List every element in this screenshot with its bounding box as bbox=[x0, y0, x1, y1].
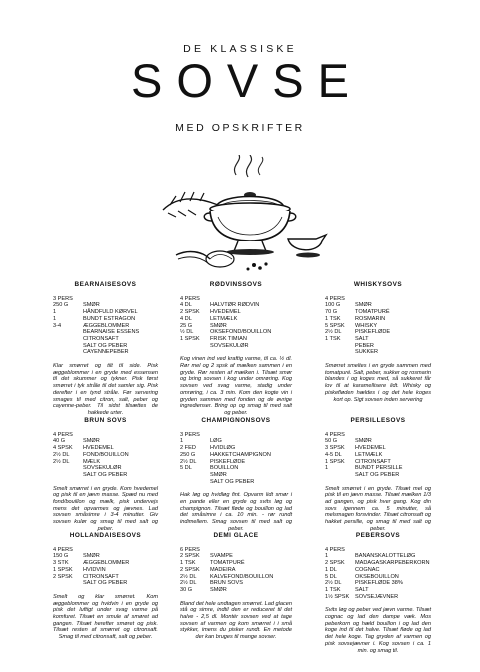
ingredient-list bbox=[180, 547, 292, 594]
ingredient-row: CITRONSAFT bbox=[83, 335, 119, 342]
ingredient-row: 2½ DL PISKEFLØDE bbox=[180, 458, 246, 465]
gravy-boat-tureen-illustration bbox=[158, 155, 328, 275]
ingredient-list bbox=[53, 432, 158, 479]
ingredient-row: BEARNAISE ESSENS bbox=[83, 329, 140, 336]
ingredient-row: 1 LØG bbox=[180, 438, 222, 445]
recipe-whiskysovs bbox=[325, 282, 431, 403]
ingredient-row: 4 PERS bbox=[325, 431, 345, 438]
ingredient-row: 2½ DL KALVEFOND/BOUILLON bbox=[180, 573, 274, 580]
ingredient-row: 2½ DL PISKEFLØDE bbox=[325, 329, 391, 336]
ingredient-row: 3 PERS bbox=[53, 295, 73, 302]
ingredient-row: ½ DL OKSEFOND/BOUILLON bbox=[180, 329, 272, 336]
ingredient-row: SALT OG PEBER bbox=[83, 580, 128, 587]
ingredient-list bbox=[325, 296, 431, 356]
ingredient-row: SOVSEKULØR bbox=[83, 465, 122, 472]
recipe-title: DEMI GLACE bbox=[213, 532, 259, 539]
ingredient-row: 4 PERS bbox=[325, 546, 345, 553]
ingredient-row: 3 PERS bbox=[180, 431, 200, 438]
ingredient-row: 3 STK ÆGGEBLOMMER bbox=[53, 560, 130, 567]
ingredient-row: SALT OG PEBER bbox=[83, 342, 128, 349]
ingredient-row: 50 G SMØR bbox=[325, 438, 372, 445]
ingredient-row: 5 SPSK WHISKY bbox=[325, 322, 378, 329]
recipe-method: Smelt smørret i en gryde. Kom hvedemel og pisk til en jævn masse. Spæd nu med fond/bouillon og mælk, pisk undervejs mens det opvarmes og jævnes. Lad sovsen småsimre i 3-4 minutter. Giv sovsen kulør og smag til med salt og peber. bbox=[53, 485, 158, 532]
ingredient-list bbox=[180, 296, 292, 350]
recipe-title: RØDVINSSOVS bbox=[209, 281, 263, 288]
ingredient-row: 4 PERS bbox=[53, 546, 73, 553]
ingredient-row: 1 TSK ROSMARIN bbox=[325, 315, 386, 322]
ingredient-row: 2 SPSK MADEIRA bbox=[180, 566, 236, 573]
poster-subtitle: MED OPSKRIFTER bbox=[175, 122, 305, 134]
ingredient-row: 1 DL COGNAC bbox=[325, 566, 380, 573]
recipe-method: Svits løg og peber ved jævn varme. Tilsæt cognac og lad den dampe væk. Mos peberkorn og hæld bouillon i og lad den koge ind til det halve. Tilsæt fløde og lad det hele koge. Tag gryden af varmen og pisk sovsejævner i. Kog sovsen i ca. 1 min. og smag til. bbox=[325, 607, 431, 654]
recipe-title: WHISKYSOVS bbox=[353, 281, 403, 288]
recipe-title: BRUN SOVS bbox=[84, 417, 127, 424]
ingredient-row: 5 DL BOUILLON bbox=[180, 465, 239, 472]
recipe-champignonsovs bbox=[180, 418, 292, 533]
recipe-method: Kog vinen ind ved kraftig varme, til ca. ½ dl. Rør mel og 2 spsk af mælken sammen i en gryde. Rør resten af mælken i. Tilsæt smør og bring sovsen i kog under omrøring. Kog sovsen ved svag varme, stadig under omrøring, i ca. 3 min. Kom den kogte vin i gryden sammen med fonden og de øvrige ingredienser. Bring op og smag til med salt og peber. bbox=[180, 356, 292, 416]
ingredient-row: 250 G SMØR bbox=[53, 302, 100, 309]
ingredient-row: 2 SPSK HVEDEMEL bbox=[180, 309, 241, 316]
ingredient-row: 1 SPSK HVIDVIN bbox=[53, 566, 106, 573]
recipe-rodvinssovs bbox=[180, 282, 292, 417]
ingredient-row: 3 SPSK HVEDEMEL bbox=[325, 445, 386, 452]
ingredient-row: 1 SPSK FRISK TIMIAN bbox=[180, 335, 247, 342]
ingredient-list bbox=[180, 432, 292, 486]
ingredient-row: 4 PERS bbox=[53, 431, 73, 438]
recipe-persillesovs bbox=[325, 418, 431, 533]
ingredient-row: 1 HÅNDFULD KØRVEL bbox=[53, 309, 138, 316]
ingredient-list bbox=[325, 432, 431, 479]
ingredient-row: 2½ DL MÆLK bbox=[53, 458, 101, 465]
ingredient-row: SUKKER bbox=[355, 349, 379, 356]
recipe-title: PERSILLESOVS bbox=[350, 417, 406, 424]
ingredient-row: 4 PERS bbox=[180, 295, 200, 302]
ingredient-list bbox=[53, 547, 158, 587]
recipe-hollandaisesovs bbox=[53, 533, 158, 641]
recipe-method: Smelt og klar smørret. Kom æggeblommer og hvidvin i en gryde og pisk det luftigt under svag varme på komfuret. Tilsæt en smule af smøret ad gangen. Tilsæt herefter smøret og pisk. Tilsæt resten af smørret og citronsaft. Smag til med citronsaft, salt og peber. bbox=[53, 593, 158, 641]
ingredient-row: 3-4 ÆGGEBLOMMER bbox=[53, 322, 130, 329]
ingredient-row: 6 PERS bbox=[180, 546, 200, 553]
ingredient-row: 250 G HAKKETCHAMPIGNON bbox=[180, 451, 271, 458]
ingredient-row: CAYENNEPEBER bbox=[83, 349, 129, 356]
ingredient-row: 1 TSK SALT bbox=[325, 335, 369, 342]
recipe-title: CHAMPIGNONSOVS bbox=[201, 417, 271, 424]
ingredient-row: 2½ DL PISKEFLØDE 38% bbox=[325, 580, 403, 587]
ingredient-row: SOVSEKULØR bbox=[210, 342, 249, 349]
recipe-method: Smelt smørret i en gryde. Tilsæt mel og pisk til en jævn masse. Tilsæt mælken 1/3 ad gangen, og pisk hver gang. Kog din sovs igennem ca. 5 minutter, så melsmagen forsvinder. Tilsæt citronsaft og hakket persille, og smag til med salt og peber. bbox=[325, 485, 431, 532]
ingredient-row: 2 SPSK SVAMPE bbox=[180, 553, 233, 560]
ingredient-row: 1 SPSK CITRONSAFT bbox=[325, 458, 391, 465]
ingredient-row: 1 TSK TOMATPURÉ bbox=[180, 560, 245, 567]
recipe-bearnaisesovs bbox=[53, 282, 158, 417]
ingredient-row: 4-5 DL LETMÆLK bbox=[325, 451, 383, 458]
poster-title: SOVSE bbox=[131, 54, 363, 107]
ingredient-row: 4 SPSK HVEDEMEL bbox=[53, 445, 114, 452]
ingredient-row: SALT OG PEBER bbox=[355, 471, 400, 478]
poster-kicker: DE KLASSISKE bbox=[183, 43, 297, 55]
ingredient-row: 30 G SMØR bbox=[180, 586, 227, 593]
ingredient-row: PEBER bbox=[355, 342, 374, 349]
ingredient-list bbox=[325, 547, 431, 601]
recipe-title: PEBERSOVS bbox=[355, 532, 401, 539]
recipe-title: BEARNAISESOVS bbox=[74, 281, 137, 288]
ingredient-row: 1½ SPSK SOVSEJÆVNER bbox=[325, 593, 399, 600]
ingredient-row: 100 G SMØR bbox=[325, 302, 372, 309]
ingredient-row: 2 FED HVIDLØG bbox=[180, 445, 236, 452]
ingredient-row: 70 G TOMATPURÉ bbox=[325, 309, 390, 316]
ingredient-row: 2 SPSK CITRONSAFT bbox=[53, 573, 119, 580]
ingredient-row: 4 DL LETMÆLK bbox=[180, 315, 238, 322]
ingredient-row: SALT OG PEBER bbox=[83, 471, 128, 478]
ingredient-row: 25 G SMØR bbox=[180, 322, 227, 329]
ingredient-row: 40 G SMØR bbox=[53, 438, 100, 445]
recipe-method: Smørret smeltes i en gryde sammen med tomatpuré. Salt, peber, sukker og rosmarin blandes i og koges med, så sukkeret får lov til at karamellisere lidt. Whisky og piskefløden hældes i og det hele koges kort op. Sigt sovsen inden servering bbox=[325, 363, 431, 403]
ingredient-row: 4 PERS bbox=[325, 295, 345, 302]
ingredient-row: 150 G SMØR bbox=[53, 553, 100, 560]
ingredient-row: 2 SPSK MADAGASKARPEBERKORN bbox=[325, 560, 430, 567]
ingredient-row: 2½ DL BRUN SOVS bbox=[180, 580, 243, 587]
ingredient-row: 5 DL OKSEBOUILLON bbox=[325, 573, 399, 580]
recipe-method: Hak løg og hvidløg fint. Opvarm lidt smør i en pande eller en gryde og svits løg og champignon. Tilsæt fløde og bouillon og lad det småsimre i ca. 10 min. - rør rundt indimellem. Smag sovsen til med salt og peber. bbox=[180, 492, 292, 532]
ingredient-row: 1 BANANSKALOTTELØG bbox=[325, 553, 416, 560]
recipe-title: HOLLANDAISESOVS bbox=[69, 532, 142, 539]
ingredient-list bbox=[53, 296, 158, 356]
recipe-method: Bland det hele undtagen smørret. Lad glacen stå og simre, indtil den er reduceret til det halve - 2,5 dl. Montér sovsen ved at tage sovsen af varmen og kom smørret i i små stykker, imens du pisker rundt. En metode der kan bruges til mange sovser. bbox=[180, 600, 292, 641]
ingredient-row: 2½ DL FOND/BOUILLON bbox=[53, 451, 129, 458]
ingredient-row: SMØR bbox=[210, 471, 227, 478]
ingredient-row: SALT OG PEBER bbox=[210, 478, 255, 485]
recipe-demi-glace bbox=[180, 533, 292, 641]
ingredient-row: 1 TSK SALT bbox=[325, 586, 369, 593]
recipe-method: Klar smørret og tilt til side. Pisk æggeblommer i en gryde med essensen til det skummer og tykner. Pisk først smørret i tyk stråle til det samler sig. Pisk derefter i en tynd stråle. Før servering smages til med citron, salt, peber og cayenne-peber. Til sidst tilsættes de hakkede urter. bbox=[53, 363, 158, 416]
ingredient-row: 1 BUNDT ESTRAGON bbox=[53, 315, 136, 322]
recipe-brun-sovs bbox=[53, 418, 158, 533]
ingredient-row: 4 DL HALVTØR RØDVIN bbox=[180, 302, 260, 309]
recipe-pebersovs bbox=[325, 533, 431, 654]
ingredient-row: 1 BUNDT PERSILLE bbox=[325, 465, 403, 472]
